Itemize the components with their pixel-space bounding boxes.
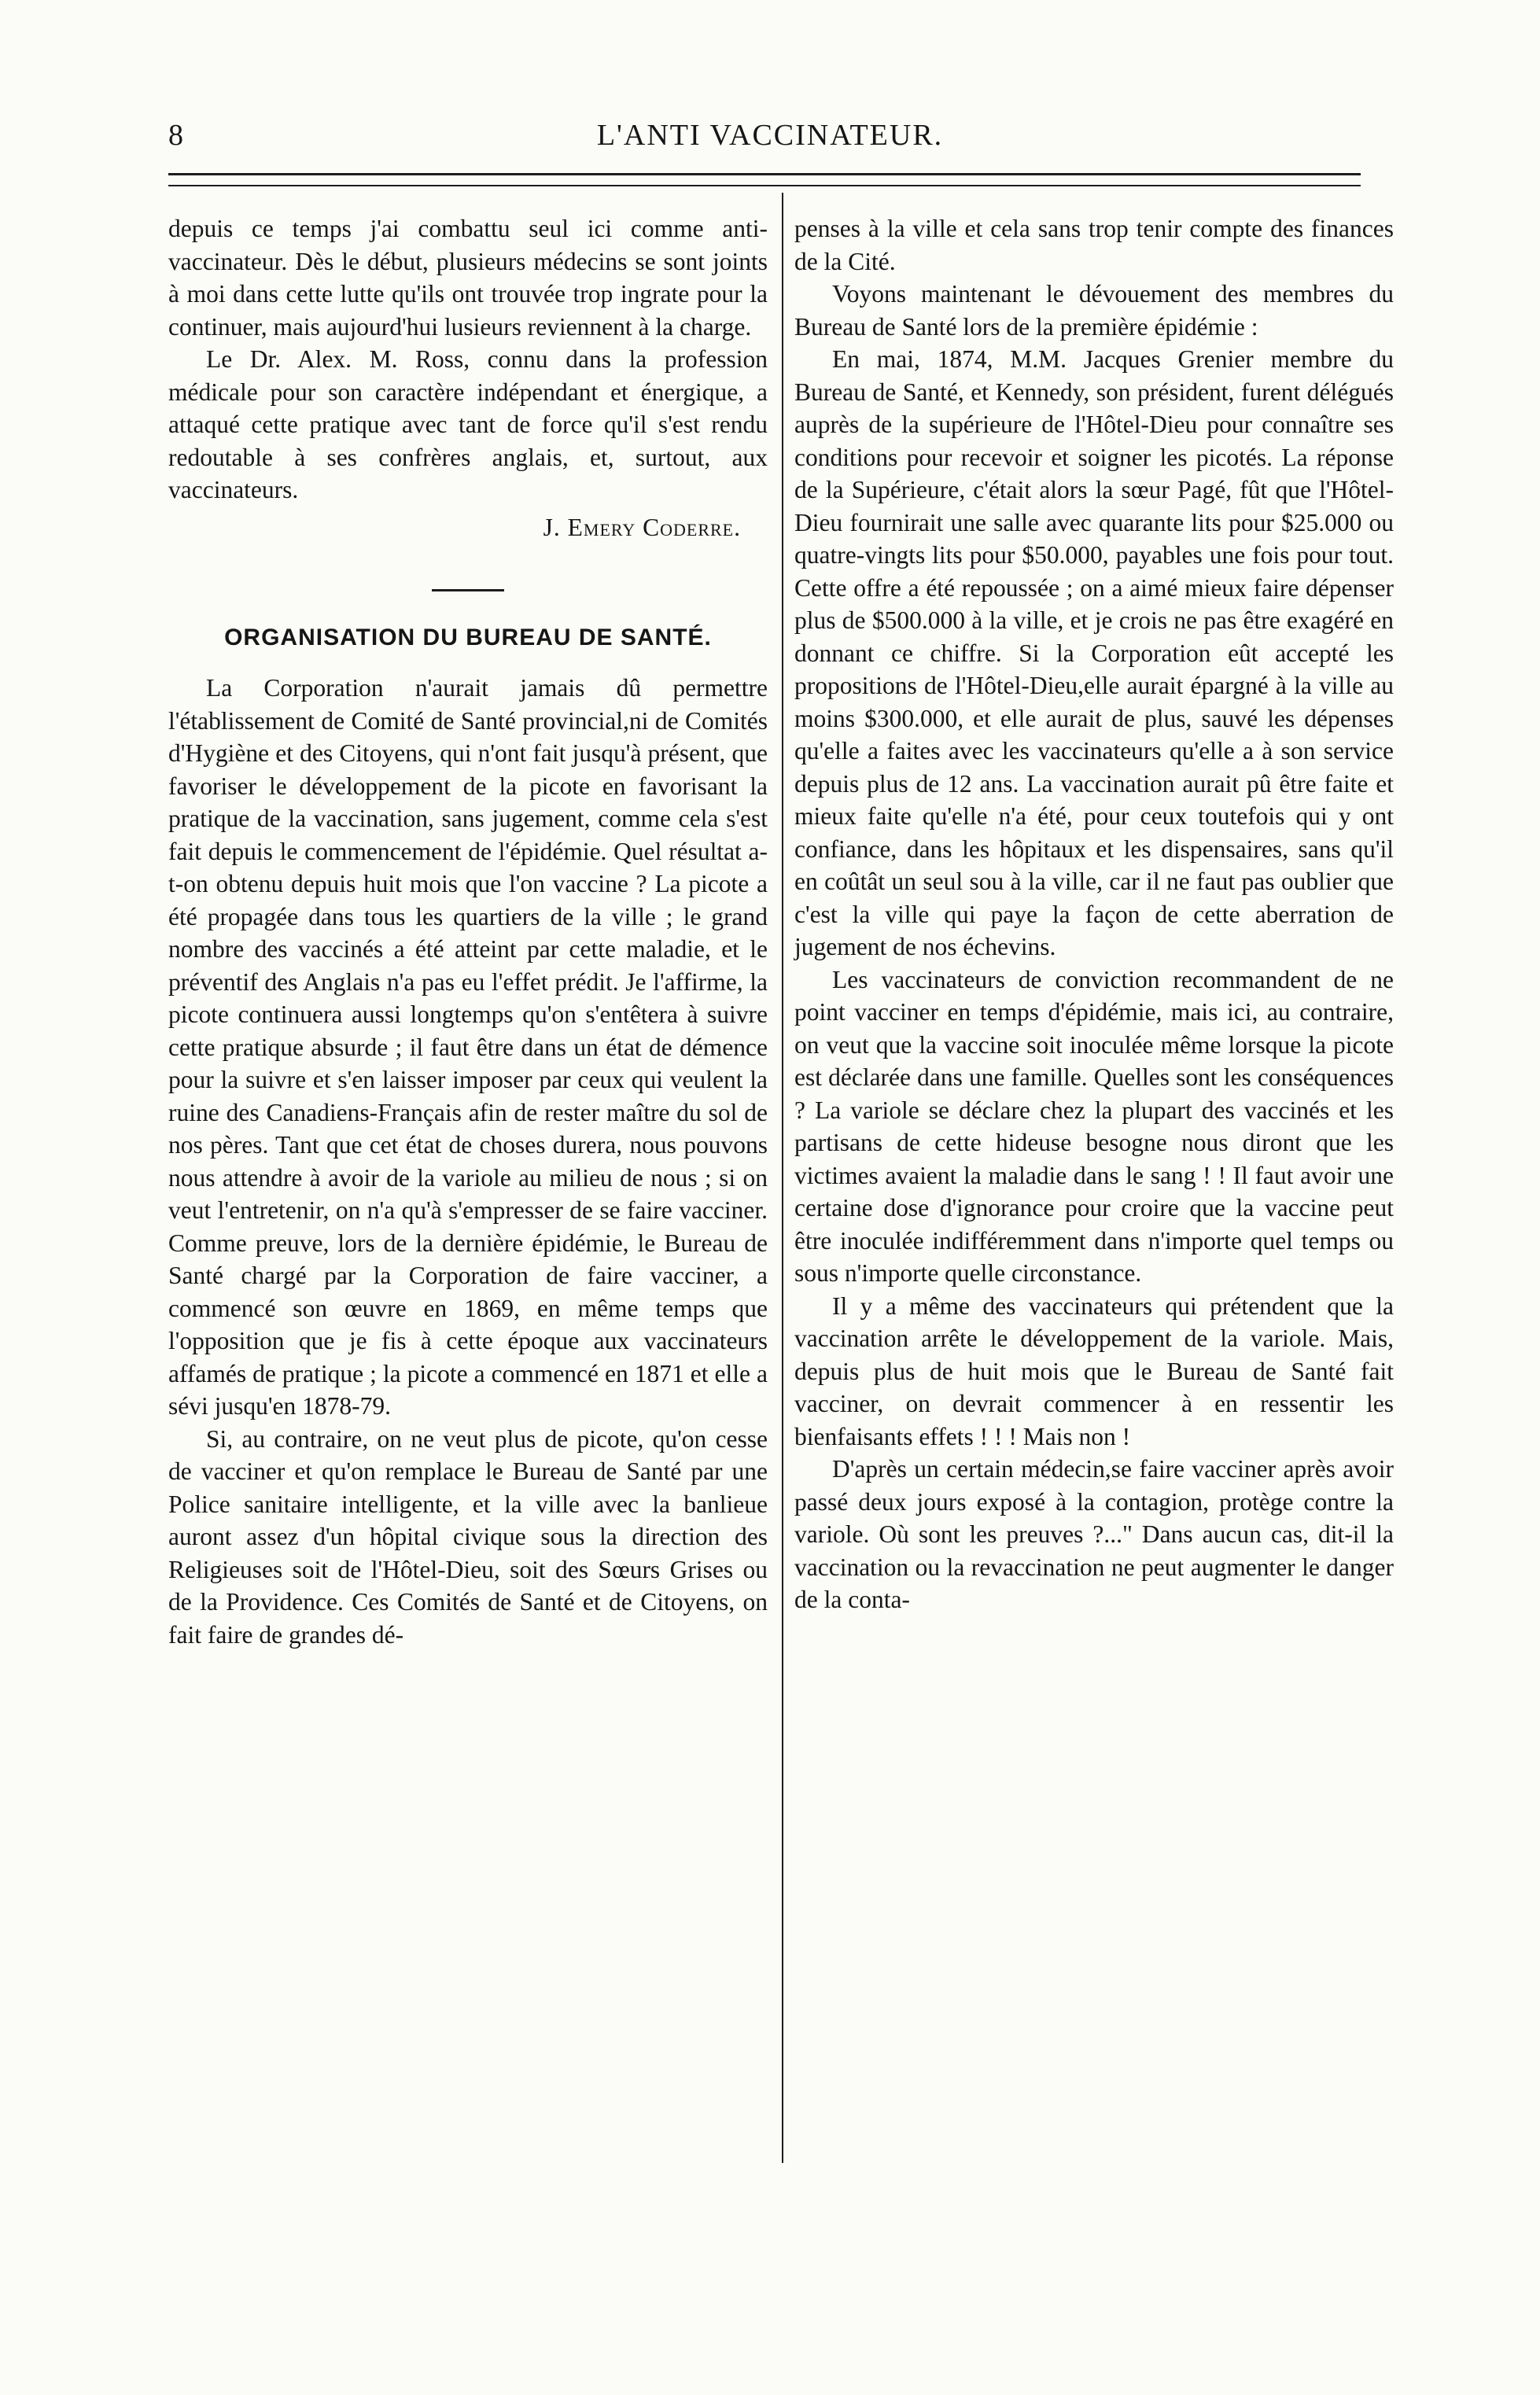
left-paragraph-1: depuis ce temps j'ai combattu seul ici comme anti-vaccinateur. Dès le début, plusieurs médecins se sont joints à moi dans cette lutte qu'ils ont trouvée trop ingrate pour la continuer, mais aujourd'hui lusieurs reviennent à la charge. (168, 215, 768, 341)
running-title: L'ANTI VACCINATEUR. (596, 119, 944, 152)
author-signature: J. Emery Coderre. (543, 513, 741, 541)
left-column (168, 212, 768, 1651)
right-paragraph-2: Voyons maintenant le dévouement des membres du Bureau de Santé lors de la première épidémie : (794, 280, 1394, 341)
left-paragraph-2: Le Dr. Alex. M. Ross, connu dans la profession médicale pour son caractère indépendant et énergique, a attaqué cette pratique avec tant de force qu'il s'est rendu redoutable à ses confrères anglais, et, surtout, aux vaccinateurs. (168, 345, 768, 503)
header-rule-thin (168, 185, 1361, 186)
header-rule-thick (168, 173, 1361, 175)
right-paragraph-5: Il y a même des vaccinateurs qui prétendent que la vaccination arrête le développement de la variole. Mais, depuis plus de huit mois que le Bureau de Santé fait vacciner, on devrait commencer à en ressentir les bienfaisants effets ! ! ! Mais non ! (794, 1291, 1394, 1450)
page-number: 8 (168, 119, 183, 152)
right-paragraph-6: D'après un certain médecin,se faire vacciner après avoir passé deux jours exposé à la contagion, protège contre la variole. Où sont les preuves ?..." Dans aucun cas, dit-il la vaccination ou la revaccination ne peut augmenter le danger de la conta- (794, 1455, 1394, 1613)
column-divider (782, 193, 783, 2163)
right-paragraph-3: En mai, 1874, M.M. Jacques Grenier membre du Bureau de Santé, et Kennedy, son président, furent délégués auprès de la supérieure de l'Hôtel-Dieu pour connaître ses conditions pour recevoir et soigner les picotés. La réponse de la Supérieure, c'était alors la sœur Pagé, fût que l'Hôtel-Dieu fournirait une salle avec quarante lits pour $25.000 ou quatre-vingts lits pour $50.000, payables une fois pour tout. Cette offre a été repoussée ; on a aimé mieux faire dépenser plus de $500.000 à la ville, et je crois ne pas être exagéré en donnant ce chiffre. Si la Corporation eût accepté les propositions de l'Hôtel-Dieu,elle aurait épargné à la ville au moins $300.000, et elle aurait de plus, sauvé les dépenses qu'elle a faites avec les vaccinateurs qu'elle a à son service depuis plus de 12 ans. La vaccination aurait pû être faite et mieux faite qu'elle n'a été, pour ceux toutefois qui y ont confiance, dans les hôpitaux et les dispensaires, sans qu'il en coûtât un seul sou à la ville, car il ne faut pas oublier que c'est la ville qui paye la façon de cette aberration de jugement de nos échevins. (794, 345, 1394, 960)
left-paragraph-4: Si, au contraire, on ne veut plus de picote, qu'on cesse de vacciner et qu'on remplace le Bureau de Santé par une Police sanitaire intelligente, et la ville avec la banlieue auront assez d'un hôpital civique sous la direction des Religieuses soit de l'Hôtel-Dieu, soit des Sœurs Grises ou de la Providence. Ces Comités de Santé et de Citoyens, on fait faire de grandes dé- (168, 1424, 768, 1649)
left-paragraph-3: La Corporation n'aurait jamais dû permettre l'établissement de Comité de Santé provincial,ni de Comités d'Hygiène et des Citoyens, qui n'ont fait jusqu'à présent, que favoriser le développement de la picote en favorisant la pratique de la vaccination, sans jugement, comme cela s'est fait depuis le commencement de l'épidémie. Quel résultat a-t-on obtenu depuis huit mois que l'on vaccine ? La picote a été propagée dans tous les quartiers de la ville ; le grand nombre des vaccinés a été atteint par cette maladie, et le préventif des Anglais n'a pas eu l'effet prédit. Je l'affirme, la picote continuera aussi longtemps qu'on s'entêtera à suivre cette pratique absurde ; il faut être dans un état de démence pour la suivre et s'en laisser imposer par ceux qui veulent la ruine des Canadiens-Français afin de rester maître du sol de nos pères. Tant que cet état de choses durera, nous pouvons nous attendre à avoir de la variole au milieu de nous ; si on veut l'entretenir, on n'a qu'à s'empresser de se faire vacciner. Comme preuve, lors de la dernière épidémie, le Bureau de Santé chargé par la Corporation de faire vacciner, a commencé son œuvre en 1869, en même temps que l'opposition que je fis à cette époque aux vaccinateurs affamés de pratique ; la picote a commencé en 1871 et elle a sévi jusqu'en 1878-79. (168, 674, 768, 1420)
right-paragraph-1: penses à la ville et cela sans trop tenir compte des finances de la Cité. (794, 215, 1394, 275)
section-heading: ORGANISATION DU BUREAU DE SANTÉ. (224, 625, 712, 650)
right-paragraph-4: Les vaccinateurs de conviction recommandent de ne point vacciner en temps d'épidémie, mais ici, au contraire, on veut que la vaccine soit inoculée même lorsque la picote est déclarée dans une famille. Quelles sont les conséquences ? La variole se déclare chez la plupart des vaccinés et les partisans de cette hideuse besogne nous diront que les victimes avaient la maladie dans le sang ! ! Il faut avoir une certaine dose d'ignorance pour croire que la vaccine peut être inoculée indifféremment dans n'importe quel temps ou sous n'importe quelle circonstance. (794, 965, 1394, 1287)
right-column (794, 212, 1394, 1616)
section-separator (432, 589, 504, 591)
